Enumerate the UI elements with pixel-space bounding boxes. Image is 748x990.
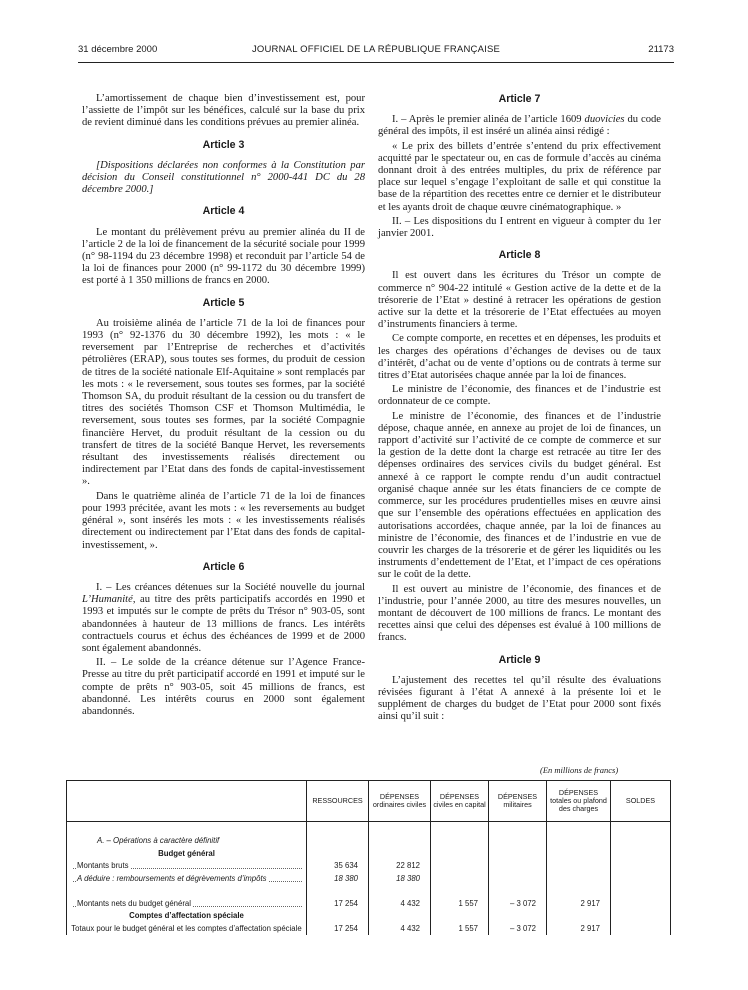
cell-depenses-totales: 2 917 — [547, 922, 611, 935]
cell-ressources: 17 254 — [307, 922, 369, 935]
article-8-paragraph-4: Le ministre de l’économie, des finances et de l’industrie dépose, chaque année, en annexe au projet de loi de finances, un rapport d’activité sur l’activité de ce compte de commerce et sur la gestion de la dette dont la charge est retracée au titre Ier des dépenses ordinaires des services civils du budget général. Est annexé à ce rapport le compte rendu d’un audit contractuel organisé chaque année sur les états financiers de ce compte de commerce, sur les procédures prudentielles mises en œuvre ainsi que sur l’ensemble des opérations effectuées en application des autorisations accordées, chaque année, par la loi de finances au ministre de l’économie, des finances et de l’industrie en vue de couvrir les charges de la trésorerie et de gérer les liquidités ou les instruments d’endettement de l’Etat, et l’impact de ces opérations sur le coût de la dette. — [378, 410, 661, 581]
header-rule — [78, 62, 674, 63]
article-4-text: Le montant du prélèvement prévu au premier alinéa du II de l’article 2 de la loi de financement de la sécurité sociale pour 1999 (n° 98-1194 du 23 décembre 1998) et reconduit par l’article 54 de la loi de finances pour 2000 (n° 99-1172 du 30 décembre 1999) est porté à 1 350 millions de francs en 2000. — [82, 226, 365, 287]
cell-depenses-totales: 2 917 — [547, 897, 611, 910]
emphasis: duovicies — [584, 114, 625, 126]
table-row — [67, 872, 671, 885]
table-header-cell: DÉPENSES civiles en capital — [431, 781, 489, 822]
text-run: , au titre des prêts participatifs accordés en 1990 et 1993 et imputés sur le compte de prêts du Trésor n° 903-05, sont abandonnées à hauteur de 13 millions de francs. Les intérêts contractuels courus et échus des échéances de 1999 et de 2000 sont également abandonnés. — [82, 594, 365, 654]
section-label: A. – Opérations à caractère définitif — [67, 835, 307, 848]
subsection-label: Comptes d’affectation spéciale — [67, 910, 307, 923]
table-row — [67, 860, 671, 873]
row-label-text: Montants nets du budget général — [77, 898, 192, 908]
table-header-blank — [67, 781, 307, 822]
article-9-title: Article 9 — [498, 653, 541, 666]
cell-depenses-totales — [547, 860, 611, 873]
cell-depenses-totales — [547, 872, 611, 885]
text-run: du code général des impôts, il est inséré un alinéa ainsi rédigé : — [378, 114, 661, 138]
table-row — [67, 835, 671, 848]
article-8-paragraph-1: Il est ouvert dans les écritures du Trésor un compte de commerce n° 904-22 intitulé « Gestion active de la dette et de la trésorerie de l’Etat » destiné à retracer les opérations de gestion active sur la dette et la trésorerie de l’Etat effectuées au moyen d’instruments financiers à terme. — [378, 270, 661, 331]
article-7-paragraph-2: « Le prix des billets d’entrée s’entend du prix effectivement acquitté par le spectateur ou, en cas de formule d’accès au cinéma donnant droit à des entrées multiples, du prix de référence par place sur lequel s’engage l’exploitant de salle et qui constitue la base de la répartition des recettes entre ce dernier et le distributeur et les ayants droit de chaque œuvre cinématographique. » — [378, 140, 661, 213]
paragraph: L’amortissement de chaque bien d’investissement est, pour l’assiette de l’impôt sur les bénéfices, calculé sur la base du prix de revient diminué dans les conditions prévues au premier alinéa. — [82, 93, 365, 129]
row-label-text: A déduire : remboursements et dégrèvements d’impôts — [77, 873, 267, 883]
cell-soldes — [611, 897, 671, 910]
cell-depenses-capital: 1 557 — [431, 922, 489, 935]
article-8-title: Article 8 — [498, 249, 541, 262]
table-row — [67, 910, 671, 923]
cell-depenses-ordinaires: 22 812 — [369, 860, 431, 873]
table-header-cell: DÉPENSES militaires — [489, 781, 547, 822]
table-row — [67, 897, 671, 910]
table-row — [67, 885, 671, 898]
cell-depenses-ordinaires: 4 432 — [369, 897, 431, 910]
journal-name: L’Humanité — [82, 594, 133, 606]
table-unit-note: (En millions de francs) — [540, 765, 619, 775]
header-date: 31 décembre 2000 — [78, 44, 158, 55]
table-row — [67, 822, 671, 835]
cell-depenses-capital: 1 557 — [431, 897, 489, 910]
row-label — [67, 860, 307, 873]
article-5-title: Article 5 — [202, 296, 245, 309]
cell-depenses-militaires — [489, 860, 547, 873]
row-label-text: Montants bruts — [77, 861, 129, 871]
cell-depenses-capital — [431, 860, 489, 873]
article-3-text: [Dispositions déclarées non conformes à la Constitution par décision du Conseil constitutionnel n° 2000-441 DC du 28 décembre 2000.] — [82, 159, 365, 196]
table-header-row — [67, 781, 671, 822]
table-header-cell: DÉPENSES totales ou plafond des charges — [547, 781, 611, 822]
table-row — [67, 847, 671, 860]
cell-soldes — [611, 922, 671, 935]
right-column — [378, 93, 661, 726]
cell-depenses-militaires: – 3 072 — [489, 922, 547, 935]
article-8-paragraph-3: Le ministre de l’économie, des finances et de l’industrie est ordonnateur de ce compte. — [378, 384, 661, 408]
article-3-title: Article 3 — [202, 138, 245, 151]
cell-depenses-militaires: – 3 072 — [489, 897, 547, 910]
article-7-paragraph-3: II. – Les dispositions du I entrent en vigueur à compter du 1er janvier 2001. — [378, 215, 661, 240]
cell-ressources: 35 634 — [307, 860, 369, 873]
header-page-number: 21173 — [648, 44, 674, 55]
cell-soldes — [611, 860, 671, 873]
table-header-cell: SOLDES — [611, 781, 671, 822]
article-4-title: Article 4 — [202, 205, 245, 218]
table-header-cell: RESSOURCES — [307, 781, 369, 822]
article-5-paragraph-1: Au troisième alinéa de l’article 71 de la loi de finances pour 1993 (n° 92-1376 du 30 décembre 1992), les mots : « le reversement par l’Entreprise de recherches et d’activités pétrolières (ERAP), sous toutes ses formes, du produit de cession de titres de la société nationale Elf-Aquitaine » sont remplacés par les mots : « le reversement, sous toutes ses formes, par la société Thomson SA, du produit résultant de la cession ou du transfert de titres des sociétés Thomson CSF et Thomson Multimédia, le reversement, sous toutes ses formes, par la société Compagnie financière Hervet, du produit résultant de la cession ou du transfert de titres de la société Banque Hervet, les reversements résultant des investissements réalisés directement ou indirectement par l’Etat dans des fonds de capital-investissement ». — [82, 317, 365, 488]
article-5-paragraph-2: Dans le quatrième alinéa de l’article 71 de la loi de finances pour 1993 précitée, avant les mots : « les reversements au budget général », sont insérés les mots : « les investissements réalisés directement ou indirectement par l’Etat dans des fonds de capital-investissement, ». — [82, 490, 365, 551]
text-run: I. – Après le premier alinéa de l’article 1609 — [392, 114, 585, 126]
cell-depenses-militaires — [489, 872, 547, 885]
cell-ressources: 18 380 — [307, 872, 369, 885]
article-6-paragraph-1 — [82, 582, 365, 655]
cell-depenses-ordinaires: 18 380 — [369, 872, 431, 885]
article-7-title: Article 7 — [498, 93, 541, 105]
article-9-paragraph-1: L’ajustement des recettes tel qu’il résulte des évaluations révisées figurant à l’état A annexé à la présente loi et le supplément de charges du budget de l’Etat pour 2000 sont fixés ainsi qu’il suit : — [378, 674, 661, 723]
article-8-paragraph-5: Il est ouvert au ministre de l’économie, des finances et de l’industrie, pour l’année 2000, au titre des mesures nouvelles, un montant de découvert de 100 millions de francs. Le montant des recettes ainsi que celui des dépenses est évalué à 100 millions de francs. — [378, 583, 661, 644]
article-8-paragraph-2: Ce compte comporte, en recettes et en dépenses, les produits et les charges des opérations d’échanges de devises ou de taux d’intérêt, d’achat ou de vente d’options ou de contrats à terme sur titres d’Etat autorisées chaque année par la loi de finances. — [378, 333, 661, 382]
row-label — [67, 872, 307, 885]
article-6-title: Article 6 — [202, 560, 245, 573]
total-label: Totaux pour le budget général et les comptes d’affectation spéciale — [67, 922, 307, 935]
page-header — [78, 44, 674, 58]
article-6-paragraph-2: II. – Le solde de la créance détenue sur l’Agence France-Presse au titre du prêt participatif accordé en 1991 et imputé sur le compte de prêts n° 903-05, soit 45 millions de francs, est abandonné. Les intérêts courus en 2000 sont également abandonnés. — [82, 657, 365, 717]
budget-table — [66, 780, 671, 935]
left-column — [82, 93, 365, 720]
header-title: JOURNAL OFFICIEL DE LA RÉPUBLIQUE FRANÇAISE — [251, 44, 501, 55]
cell-depenses-ordinaires: 4 432 — [369, 922, 431, 935]
text-run: I. – Les créances détenues sur la Société nouvelle du journal — [96, 581, 365, 593]
cell-depenses-capital — [431, 872, 489, 885]
table-header-cell: DÉPENSES ordinaires civiles — [369, 781, 431, 822]
row-label — [67, 897, 307, 910]
subsection-label: Budget général — [67, 847, 307, 860]
article-7-paragraph-1 — [378, 114, 661, 138]
cell-ressources: 17 254 — [307, 897, 369, 910]
table-row — [67, 922, 671, 935]
cell-soldes — [611, 872, 671, 885]
